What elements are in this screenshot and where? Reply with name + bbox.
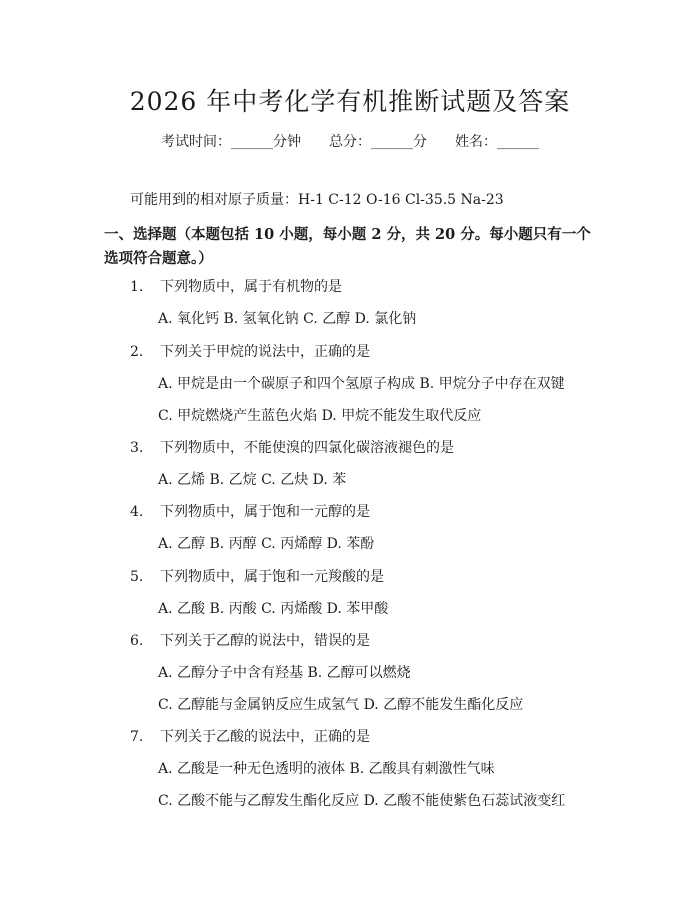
student-name: 姓名：______ xyxy=(455,134,539,150)
question-stem: 4. 下列物质中，属于饱和一元醇的是 xyxy=(130,504,370,520)
exam-score: 总分：______分 xyxy=(329,134,427,150)
page-title: 2026 年中考化学有机推断试题及答案 xyxy=(129,87,571,116)
exam-meta xyxy=(0,131,700,151)
question-options: A. 乙烯 B. 乙烷 C. 乙炔 D. 苯 xyxy=(158,472,347,488)
question-options: A. 乙酸是一种无色透明的液体 B. 乙酸具有刺激性气味 xyxy=(158,761,495,777)
question-options: A. 乙醇 B. 丙醇 C. 丙烯醇 D. 苯酚 xyxy=(158,536,375,552)
question-options: A. 甲烷是由一个碳原子和四个氢原子构成 B. 甲烷分子中存在双键 xyxy=(158,376,565,392)
question-options: A. 乙醇分子中含有羟基 B. 乙醇可以燃烧 xyxy=(158,665,411,681)
question-stem: 1. 下列物质中，属于有机物的是 xyxy=(130,279,342,295)
section-heading: 一、选择题（本题包括 10 小题，每小题 2 分，共 20 分。每小题只有一个选项符合题意。） xyxy=(104,226,591,267)
question-stem: 5. 下列物质中，属于饱和一元羧酸的是 xyxy=(130,569,384,585)
question-options: C. 乙酸不能与乙醇发生酯化反应 D. 乙酸不能使紫色石蕊试液变红 xyxy=(158,793,566,809)
question-options: C. 乙醇能与金属钠反应生成氢气 D. 乙醇不能发生酯化反应 xyxy=(158,697,524,713)
atomic-masses: 可能用到的相对原子质量：H-1 C-12 O-16 Cl-35.5 Na-23 xyxy=(130,192,504,208)
question-options: A. 氧化钙 B. 氢氧化钠 C. 乙醇 D. 氯化钠 xyxy=(158,311,417,327)
question-stem: 7. 下列关于乙酸的说法中，正确的是 xyxy=(130,729,370,745)
question-stem: 3. 下列物质中，不能使溴的四氯化碳溶液褪色的是 xyxy=(130,440,454,456)
question-options: A. 乙酸 B. 丙酸 C. 丙烯酸 D. 苯甲酸 xyxy=(158,601,389,617)
question-stem: 2. 下列关于甲烷的说法中，正确的是 xyxy=(130,344,370,360)
question-options: C. 甲烷燃烧产生蓝色火焰 D. 甲烷不能发生取代反应 xyxy=(158,408,482,424)
question-stem: 6. 下列关于乙醇的说法中，错误的是 xyxy=(130,633,370,649)
exam-time: 考试时间：______分钟 xyxy=(161,134,301,150)
